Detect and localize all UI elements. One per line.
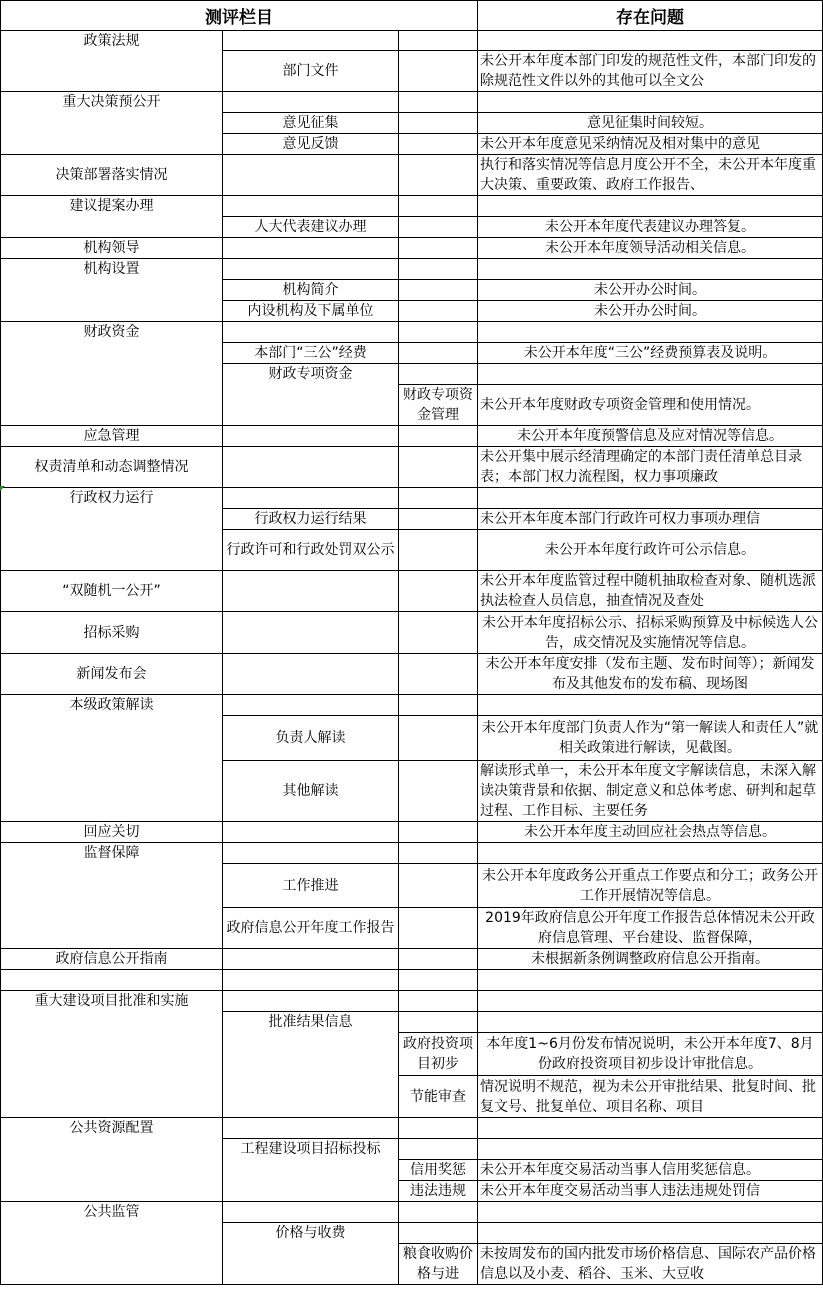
- table-row: [1, 1118, 823, 1139]
- table-row: [1, 991, 823, 1012]
- sub-cell: 部门文件: [223, 51, 399, 92]
- sub-cell: [223, 31, 399, 51]
- problem-cell: 未公开本年度财政专项资金管理和使用情况。: [478, 385, 823, 426]
- sub2-cell: [399, 695, 478, 716]
- category-cell: 公共监管: [1, 1202, 223, 1285]
- sub-cell: 人大代表建议办理: [223, 217, 399, 238]
- problem-cell: 未公开本年度预警信息及应对情况等信息。: [478, 426, 823, 447]
- table-row: [1, 612, 823, 654]
- sub-cell: 意见征集: [223, 113, 399, 134]
- problem-cell: [478, 1118, 823, 1139]
- sub-cell: [223, 612, 399, 654]
- category-cell: 机构领导: [1, 238, 223, 259]
- problem-cell: [478, 488, 823, 509]
- sub-cell: [223, 196, 399, 217]
- problem-cell: 未公开本年度意见采纳情况及相对集中的意见: [478, 134, 823, 155]
- sub2-cell: [399, 488, 478, 509]
- sub2-cell: [399, 426, 478, 447]
- problem-cell: 未公开本年度代表建议办理答复。: [478, 217, 823, 238]
- category-cell: 监督保障: [1, 843, 223, 949]
- category-cell: “双随机一公开”: [1, 571, 223, 612]
- problem-cell: 未公开办公时间。: [478, 280, 823, 301]
- category-cell: 重大建设项目批准和实施: [1, 991, 223, 1118]
- problem-cell: 未公开本年度主动回应社会热点等信息。: [478, 822, 823, 843]
- problem-cell: 未根据新条例调整政府信息公开指南。: [478, 949, 823, 970]
- problem-cell: 情况说明不规范，视为未公开审批结果、批复时间、批复文号、批复单位、项目名称、项目: [478, 1076, 823, 1118]
- problem-cell: [478, 1202, 823, 1223]
- sub-cell: [223, 155, 399, 196]
- sub2-cell: [399, 447, 478, 488]
- table-row: [1, 822, 823, 843]
- sub-cell: [223, 259, 399, 280]
- sub-cell: [223, 488, 399, 509]
- table-row: [1, 447, 823, 488]
- sub2-cell: [399, 571, 478, 612]
- sub-cell: 其他解读: [223, 761, 399, 822]
- sub-cell: 机构简介: [223, 280, 399, 301]
- sub-cell: [223, 970, 399, 991]
- sub2-cell: [399, 864, 478, 908]
- sub-cell: [223, 322, 399, 343]
- sub2-cell: [399, 1223, 478, 1244]
- table-row: [1, 196, 823, 217]
- table-row: [1, 970, 823, 991]
- problem-cell: [478, 364, 823, 385]
- sub-cell: 工作推进: [223, 864, 399, 908]
- problem-cell: 意见征集时间较短。: [478, 113, 823, 134]
- sub2-cell: [399, 238, 478, 259]
- header-row: [1, 1, 823, 31]
- sub2-cell: [399, 343, 478, 364]
- sub2-cell: [399, 280, 478, 301]
- sub-cell: 行政许可和行政处罚双公示: [223, 530, 399, 571]
- sub2-cell: [399, 217, 478, 238]
- problem-cell: [478, 843, 823, 864]
- category-cell: 新闻发布会: [1, 654, 223, 695]
- problem-cell: 未公开本年度监管过程中随机抽取检查对象、随机选派执法检查人员信息，抽查情况及查处: [478, 571, 823, 612]
- problem-cell: 未按周发布的国内批发市场价格信息、国际农产品价格信息以及小麦、稻谷、玉米、大豆收: [478, 1244, 823, 1285]
- sub2-cell: [399, 1012, 478, 1033]
- category-cell: 招标采购: [1, 612, 223, 654]
- category-cell: 行政权力运行: [1, 488, 223, 571]
- problem-cell: 未公开本年度领导活动相关信息。: [478, 238, 823, 259]
- problem-cell: 未公开本年度交易活动当事人违法违规处罚信: [478, 1181, 823, 1202]
- sub-cell: 价格与收费: [223, 1223, 399, 1285]
- sub-cell: 内设机构及下属单位: [223, 301, 399, 322]
- sub2-cell: [399, 301, 478, 322]
- sub-cell: [223, 1118, 399, 1139]
- sub2-cell: 粮食收购价格与进: [399, 1244, 478, 1285]
- sub2-cell: [399, 991, 478, 1012]
- sub-cell: 负责人解读: [223, 716, 399, 761]
- sub-cell: [223, 654, 399, 695]
- problem-cell: [478, 92, 823, 113]
- sub2-cell: 信用奖惩: [399, 1160, 478, 1181]
- problem-cell: [478, 991, 823, 1012]
- category-cell: 回应关切: [1, 822, 223, 843]
- category-cell: 机构设置: [1, 259, 223, 322]
- problem-cell: 未公开本年度招标公示、招标采购预算及中标候选人公告，成交情况及实施情况等信息。: [478, 612, 823, 654]
- sub2-cell: [399, 843, 478, 864]
- table-row: [1, 949, 823, 970]
- table-row: [1, 571, 823, 612]
- sub2-cell: 违法违规: [399, 1181, 478, 1202]
- sub2-cell: [399, 716, 478, 761]
- sub-cell: [223, 426, 399, 447]
- table-row: [1, 322, 823, 343]
- table-row: [1, 259, 823, 280]
- sub2-cell: [399, 530, 478, 571]
- sub-cell: [223, 238, 399, 259]
- header-problem: 存在问题: [478, 1, 823, 31]
- problem-cell: 未公开集中展示经清理确定的本部门责任清单总目录表；本部门权力流程图，权力事项廉政: [478, 447, 823, 488]
- table-row: [1, 1202, 823, 1223]
- sub2-cell: [399, 51, 478, 92]
- category-cell: 重大决策预公开: [1, 92, 223, 155]
- problem-cell: 2019年政府信息公开年度工作报告总体情况未公开政府信息管理、平台建设、监督保障，: [478, 908, 823, 949]
- problem-cell: [478, 1012, 823, 1033]
- sub-cell: [223, 949, 399, 970]
- problem-cell: 未公开本年度交易活动当事人信用奖惩信息。: [478, 1160, 823, 1181]
- sub-cell: [223, 991, 399, 1012]
- sub-cell: 批准结果信息: [223, 1012, 399, 1118]
- category-cell: 政策法规: [1, 31, 223, 92]
- sub-cell: [223, 695, 399, 716]
- sub-cell: [223, 92, 399, 113]
- problem-cell: 未公开本年度政务公开重点工作要点和分工；政务公开工作开展情况等信息。: [478, 864, 823, 908]
- sub2-cell: [399, 1118, 478, 1139]
- table-row: [1, 155, 823, 196]
- problem-cell: [478, 31, 823, 51]
- sub-cell: [223, 447, 399, 488]
- problem-cell: 执行和落实情况等信息月度公开不全，未公开本年度重大决策、重要政策、政府工作报告、: [478, 155, 823, 196]
- sub-cell: [223, 1202, 399, 1223]
- problem-cell: 解读形式单一，未公开本年度文字解读信息，未深入解读决策背景和依据、制定意义和总体考虑、研判和起草过程、工作目标、主要任务: [478, 761, 823, 822]
- sub2-cell: [399, 822, 478, 843]
- problem-cell: [478, 259, 823, 280]
- sub2-cell: [399, 113, 478, 134]
- sub-cell: 政府信息公开年度工作报告: [223, 908, 399, 949]
- table-row: [1, 238, 823, 259]
- problem-cell: 未公开本年度安排（发布主题、发布时间等）；新闻发布及其他发布的发布稿、现场图: [478, 654, 823, 695]
- sub-cell: 工程建设项目招标投标: [223, 1139, 399, 1202]
- sub2-cell: [399, 1139, 478, 1160]
- category-cell: 财政资金: [1, 322, 223, 426]
- cell-comment-marker: [0, 486, 5, 491]
- sub2-cell: 节能审查: [399, 1076, 478, 1118]
- sub2-cell: [399, 364, 478, 385]
- sub2-cell: [399, 155, 478, 196]
- problem-cell: 未公开本年度本部门印发的规范性文件，本部门印发的除规范性文件以外的其他可以全文公: [478, 51, 823, 92]
- table-row: [1, 695, 823, 716]
- sub2-cell: 财政专项资金管理: [399, 385, 478, 426]
- sub2-cell: [399, 134, 478, 155]
- category-cell: [1, 970, 223, 991]
- table-row: [1, 31, 823, 51]
- sub-cell: [223, 843, 399, 864]
- category-cell: 权责清单和动态调整情况: [1, 447, 223, 488]
- sub2-cell: [399, 259, 478, 280]
- table-row: [1, 488, 823, 509]
- table-row: [1, 654, 823, 695]
- sub-cell: [223, 822, 399, 843]
- sub2-cell: [399, 654, 478, 695]
- problem-cell: [478, 322, 823, 343]
- sub2-cell: [399, 612, 478, 654]
- sub2-cell: [399, 92, 478, 113]
- sub2-cell: [399, 970, 478, 991]
- sub-cell: 财政专项资金: [223, 364, 399, 426]
- category-cell: 公共资源配置: [1, 1118, 223, 1202]
- sub2-cell: 政府投资项目初步: [399, 1033, 478, 1076]
- table-row: [1, 426, 823, 447]
- sub2-cell: [399, 322, 478, 343]
- problem-cell: 未公开本年度本部门行政许可权力事项办理信: [478, 509, 823, 530]
- problem-cell: 未公开本年度“三公”经费预算表及说明。: [478, 343, 823, 364]
- problem-cell: [478, 1223, 823, 1244]
- sub2-cell: [399, 761, 478, 822]
- header-item: 测评栏目: [1, 1, 478, 31]
- problem-cell: 未公开本年度行政许可公示信息。: [478, 530, 823, 571]
- sub-cell: 行政权力运行结果: [223, 509, 399, 530]
- problem-cell: [478, 695, 823, 716]
- sub-cell: 意见反馈: [223, 134, 399, 155]
- sub-cell: 本部门“三公”经费: [223, 343, 399, 364]
- problem-cell: [478, 1139, 823, 1160]
- sub2-cell: [399, 196, 478, 217]
- sub2-cell: [399, 1202, 478, 1223]
- sub2-cell: [399, 509, 478, 530]
- category-cell: 决策部署落实情况: [1, 155, 223, 196]
- sub2-cell: [399, 31, 478, 51]
- sub-cell: [223, 571, 399, 612]
- category-cell: 建议提案办理: [1, 196, 223, 238]
- problem-cell: [478, 196, 823, 217]
- problem-cell: 未公开办公时间。: [478, 301, 823, 322]
- sub2-cell: [399, 949, 478, 970]
- problem-cell: [478, 970, 823, 991]
- sub2-cell: [399, 908, 478, 949]
- table-row: [1, 92, 823, 113]
- table-row: [1, 843, 823, 864]
- category-cell: 应急管理: [1, 426, 223, 447]
- category-cell: 政府信息公开指南: [1, 949, 223, 970]
- category-cell: 本级政策解读: [1, 695, 223, 822]
- problem-cell: 本年度1~6月份发布情况说明，未公开本年度7、8月份政府投资项目初步设计审批信息。: [478, 1033, 823, 1076]
- problem-cell: 未公开本年度部门负责人作为“第一解读人和责任人”就相关政策进行解读，见截图。: [478, 716, 823, 761]
